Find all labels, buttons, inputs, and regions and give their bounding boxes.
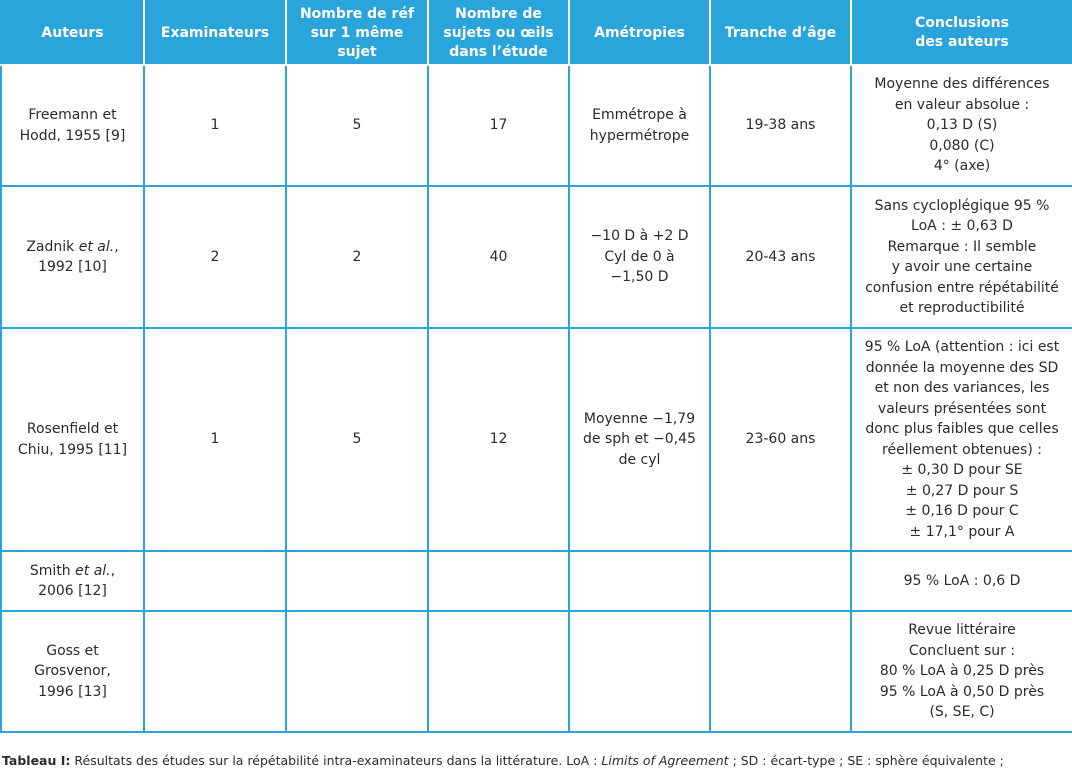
cell-sujets: 12 xyxy=(428,328,569,551)
cell-sujets: 40 xyxy=(428,186,569,328)
author-name: Rosenfield et Chiu, 1995 [11] xyxy=(17,421,128,458)
cell-ref xyxy=(286,551,428,611)
cell-conclusions: 95 % LoA : 0,6 D xyxy=(851,551,1072,611)
cell-author xyxy=(1,186,144,328)
author-name-part: Smith xyxy=(29,562,76,579)
cell-author xyxy=(1,328,144,551)
caption-label: Tableau I: xyxy=(2,753,71,768)
author-name-part: , 1992 [10] xyxy=(38,238,119,275)
cell-sujets: 17 xyxy=(428,65,569,186)
cell-age xyxy=(710,611,851,732)
cell-sujets xyxy=(428,611,569,732)
cell-conclusions: Sans cycloplégique 95 % LoA : ± 0,63 D Remarque : Il semble y avoir une certaine confusion entre répétabilité et reproductibilité xyxy=(851,186,1072,328)
header-nombre-sujets: Nombre de sujets ou œils dans l’étude xyxy=(428,1,569,65)
table-caption xyxy=(2,752,1070,770)
cell-ametropies: Emmétrope à hypermétrope xyxy=(569,65,710,186)
cell-examinateurs: 2 xyxy=(144,186,286,328)
cell-ametropies xyxy=(569,611,710,732)
cell-age: 20-43 ans xyxy=(710,186,851,328)
cell-author xyxy=(1,65,144,186)
author-name: Goss et Grosvenor, 1996 [13] xyxy=(34,642,111,700)
header-conclusions: Conclusions des auteurs xyxy=(851,1,1072,65)
caption-text: Résultats des études sur la répétabilité intra-examinateurs dans la littérature. LoA : xyxy=(70,753,602,768)
header-auteurs: Auteurs xyxy=(1,1,144,65)
cell-examinateurs: 1 xyxy=(144,65,286,186)
cell-ametropies: Moyenne −1,79 de sph et −0,45 de cyl xyxy=(569,328,710,551)
cell-age xyxy=(710,551,851,611)
author-name-part: Zadnik xyxy=(26,238,79,255)
cell-ref: 2 xyxy=(286,186,428,328)
caption-text: ; SD : écart-type ; SE : sphère équivalente ; xyxy=(728,753,1004,768)
author-name-italic: et al. xyxy=(78,238,115,255)
header-ametropies: Amétropies xyxy=(569,1,710,65)
table-row xyxy=(1,328,1072,551)
cell-conclusions: Revue littéraire Concluent sur : 80 % LoA à 0,25 D près 95 % LoA à 0,50 D près (S, SE, C) xyxy=(851,611,1072,732)
cell-examinateurs xyxy=(144,551,286,611)
cell-ametropies xyxy=(569,551,710,611)
header-row xyxy=(1,1,1072,65)
cell-age: 19-38 ans xyxy=(710,65,851,186)
cell-author xyxy=(1,611,144,732)
table-row xyxy=(1,611,1072,732)
author-name-part: , 2006 [12] xyxy=(38,562,116,599)
header-nombre-ref: Nombre de réf sur 1 même sujet xyxy=(286,1,428,65)
author-name-italic: et al. xyxy=(75,562,111,579)
cell-examinateurs: 1 xyxy=(144,328,286,551)
table-row xyxy=(1,551,1072,611)
cell-author xyxy=(1,551,144,611)
cell-ametropies: −10 D à +2 D Cyl de 0 à −1,50 D xyxy=(569,186,710,328)
table-row xyxy=(1,65,1072,186)
cell-conclusions: Moyenne des différences en valeur absolue : 0,13 D (S) 0,080 (C) 4° (axe) xyxy=(851,65,1072,186)
header-examinateurs: Examinateurs xyxy=(144,1,286,65)
header-tranche-age: Tranche d’âge xyxy=(710,1,851,65)
cell-age: 23-60 ans xyxy=(710,328,851,551)
cell-ref: 5 xyxy=(286,328,428,551)
cell-ref xyxy=(286,611,428,732)
author-name: Freemann et Hodd, 1955 [9] xyxy=(19,107,126,144)
cell-examinateurs xyxy=(144,611,286,732)
cell-ref: 5 xyxy=(286,65,428,186)
cell-conclusions: 95 % LoA (attention : ici est donnée la moyenne des SD et non des variances, les valeurs présentées sont donc plus faibles que celles réellement obtenues) : ± 0,30 D pour SE ± 0,27 D pour S ± 0,16 D pour C ± 17,1° pour A xyxy=(851,328,1072,551)
caption-italic: Limits of Agreement xyxy=(601,753,729,768)
table-row xyxy=(1,186,1072,328)
cell-sujets xyxy=(428,551,569,611)
